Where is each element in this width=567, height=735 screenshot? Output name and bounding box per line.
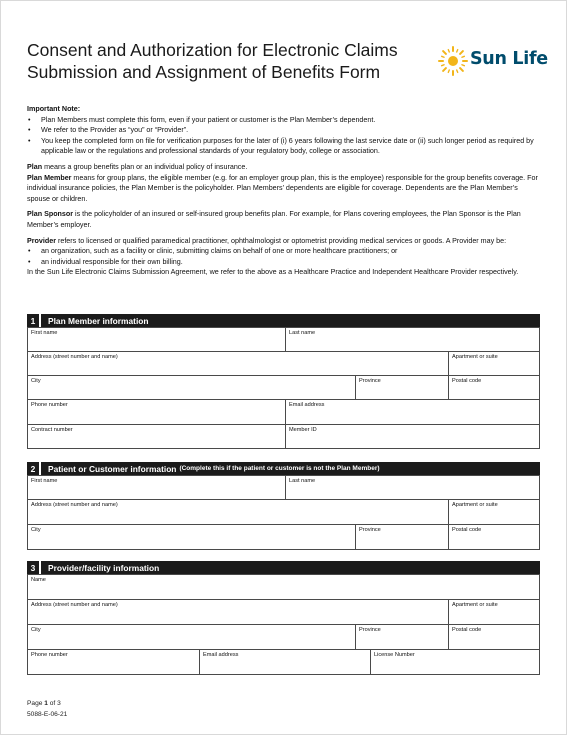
page-prefix: Page [27,700,45,707]
form-row [27,525,540,550]
field-label: License Number [374,652,415,658]
first-name-field[interactable] [28,328,285,351]
provider-name-field[interactable] [28,575,539,599]
form-title [27,39,437,83]
form-row [27,327,540,352]
form-row [27,625,540,650]
section-title: Provider/facility information [48,562,160,573]
form-row [27,400,540,425]
apartment-field[interactable] [448,500,539,524]
form-row [27,425,540,449]
field-label: Last name [289,478,316,484]
agreement-text: In the Sun Life Electronic Claims Submission Agreement, we refer to the above as a Healthcare Practice and Independent Healthcare Provider respectively. [27,268,519,277]
intro-text [27,104,540,278]
apartment-field[interactable] [448,600,539,624]
postal-code-field[interactable] [448,625,539,649]
important-label: Important Note: [27,105,81,113]
field-label: Email address [203,652,239,658]
apartment-field[interactable] [448,352,539,375]
email-field[interactable] [285,400,539,424]
plan-definition [27,162,540,173]
field-label: Province [359,527,381,533]
section-note: (Complete this if the patient or customer is not the Plan Member) [179,465,380,472]
provider-item: • an organization, such as a facility or clinic, submitting claims on behalf of one or more healthcare practitioners; or [27,246,540,257]
provider-def: refers to licensed or qualified paramedical practitioner, ophthalmologist or optometrist providing medical services or goods. A Provider may be: [55,236,507,245]
plan-member-def: means for group plans, the eligible member (e.g. for an employer group plan, this is the employee) responsible for the group benefits coverage. For individual insurance policies, the Plan Member is the policyholder. Plan Members’ dependents are eligible for coverage. Dependents are the Plan Member’s spouse or children. [27,173,538,203]
field-label: Contract number [31,427,73,433]
city-field[interactable] [28,525,355,549]
section-header [27,561,540,574]
title-line-2: Submission and Assignment of Benefits Form [27,62,381,82]
section-plan-member [27,314,540,449]
field-label: First name [31,330,58,336]
section-patient [27,462,540,550]
address-field[interactable] [28,600,448,624]
plan-sponsor-term: Plan Sponsor [27,210,74,219]
field-label: Name [31,577,46,583]
section-number: 1 [27,314,41,327]
provider-item: • an individual responsible for their own billing. [27,257,540,268]
address-field[interactable] [28,500,448,524]
plan-term: Plan [27,162,43,171]
field-label: Postal code [452,378,482,384]
field-label: City [31,527,41,533]
contract-number-field[interactable] [28,425,285,448]
license-number-field[interactable] [370,650,539,674]
province-field[interactable] [355,525,448,549]
page-suffix: of 3 [47,700,61,707]
sun-life-logo-icon [437,45,469,77]
first-name-field[interactable] [28,476,285,499]
plan-member-term: Plan Member [27,173,72,182]
field-label: City [31,627,41,633]
postal-code-field[interactable] [448,376,539,399]
field-label: City [31,378,41,384]
field-label: Address (street number and name) [31,354,118,360]
plan-member-definition [27,173,540,205]
city-field[interactable] [28,376,355,399]
field-label: Member ID [289,427,317,433]
title-line-1: Consent and Authorization for Electronic Claims [27,40,398,60]
field-label: First name [31,478,58,484]
form-row [27,500,540,525]
field-label: Province [359,627,381,633]
field-label: Apartment or suite [452,354,498,360]
note-item: • Plan Members must complete this form, even if your patient or customer is the Plan Member’s dependent. [27,115,540,126]
postal-code-field[interactable] [448,525,539,549]
section-title: Plan Member information [48,315,149,326]
plan-def: means a group benefits plan or an individual policy of insurance. [42,162,248,171]
plan-sponsor-def: is the policyholder of an insured or self-insured group benefits plan. For example, for Plans covering employees, the Plan Sponsor is the Plan Member’s employer. [27,210,521,229]
phone-number-field[interactable] [28,650,199,674]
page-number [27,698,67,709]
field-label: Email address [289,402,325,408]
form-row [27,650,540,675]
section-number: 3 [27,561,41,574]
last-name-field[interactable] [285,328,539,351]
page-current: 1 [44,700,48,707]
field-label: Apartment or suite [452,502,498,508]
field-label: Postal code [452,627,482,633]
field-label: Address (street number and name) [31,502,118,508]
province-field[interactable] [355,376,448,399]
page-footer [27,698,67,720]
section-header [27,314,540,327]
member-id-field[interactable] [285,425,539,448]
form-row [27,600,540,625]
city-field[interactable] [28,625,355,649]
field-label: Postal code [452,527,482,533]
last-name-field[interactable] [285,476,539,499]
plan-sponsor-definition [27,209,540,230]
note-item: • We refer to the Provider as “you” or “Provider”. [27,125,540,136]
phone-number-field[interactable] [28,400,285,424]
section-provider [27,561,540,675]
logo-text: Sun Life [470,49,548,69]
note-item: • You keep the completed form on file for verification purposes for the later of (i) 6 years following the last service date or (ii) such longer period as required by applicable law or the regulations and professional standards of your regulatory body, college or association. [27,136,540,157]
provider-term: Provider [27,236,56,245]
field-label: Province [359,378,381,384]
address-field[interactable] [28,352,448,375]
provider-definition [27,236,540,247]
field-label: Phone number [31,652,68,658]
form-row [27,376,540,400]
email-field[interactable] [199,650,370,674]
form-row [27,574,540,600]
field-label: Last name [289,330,316,336]
field-label: Phone number [31,402,68,408]
form-row [27,352,540,376]
section-header [27,462,540,475]
field-label: Apartment or suite [452,602,498,608]
sun-life-logo [437,44,557,78]
section-title: Patient or Customer information [48,463,177,474]
field-label: Address (street number and name) [31,602,118,608]
form-code: 5088-E-06-21 [27,711,68,718]
section-number: 2 [27,462,41,475]
province-field[interactable] [355,625,448,649]
form-row [27,475,540,500]
